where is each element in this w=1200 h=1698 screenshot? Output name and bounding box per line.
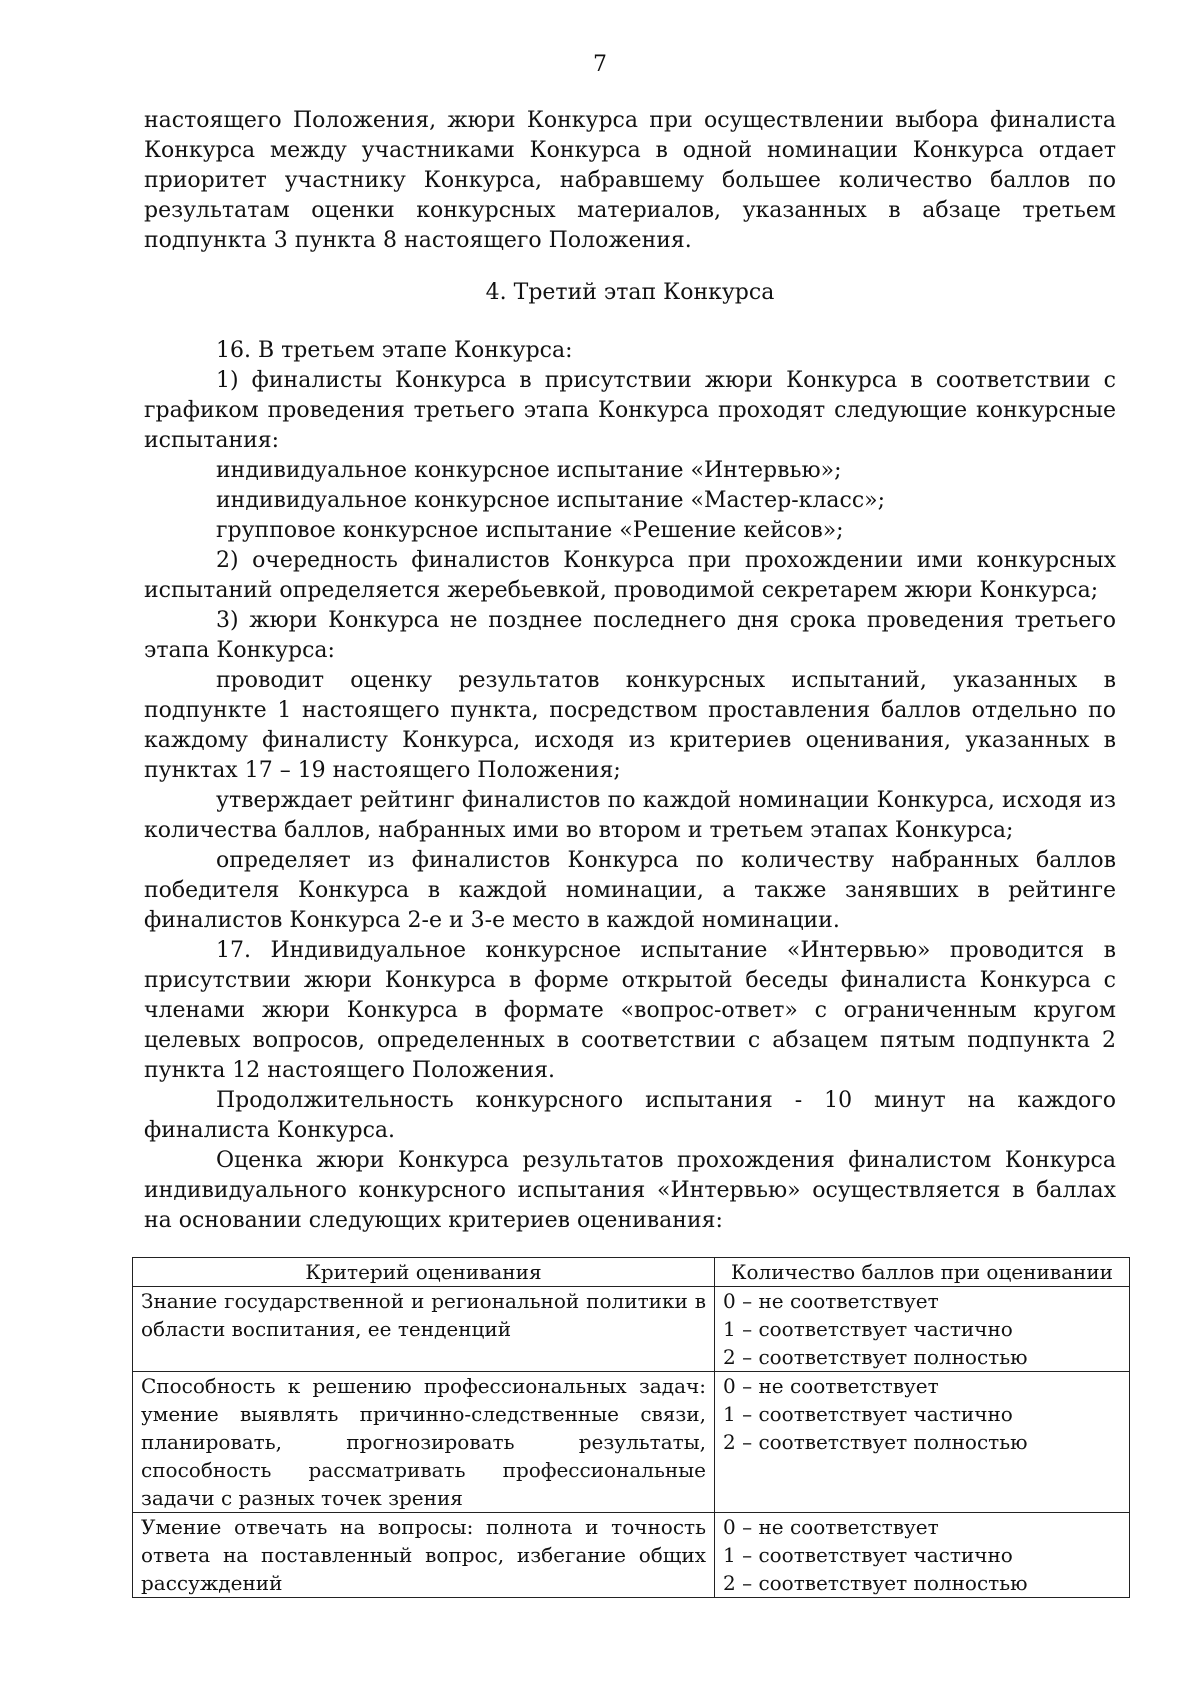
paragraph-16-1: 1) финалисты Конкурса в присутствии жюри Конкурса в соответствии с графиком проведения третьего этапа Конкурса проходят следующие конкурсные испытания:: [144, 368, 1116, 453]
score-line: 2 – соответствует полностью: [723, 1345, 1028, 1369]
score-line: 0 – не соответствует: [723, 1289, 939, 1313]
paragraph-evaluation: проводит оценку результатов конкурсных испытаний, указанных в подпункте 1 настоящего пункта, посредством проставления баллов отдельно по каждому финалисту Конкурса, исходя из критериев оценивания, указанных в пунктах 17 – 19 настоящего Положения;: [144, 668, 1116, 783]
paragraph-duration: Продолжительность конкурсного испытания - 10 минут на каждого финалиста Конкурса.: [144, 1088, 1116, 1143]
list-item-cases: групповое конкурсное испытание «Решение кейсов»;: [216, 518, 844, 543]
list-item-interview: индивидуальное конкурсное испытание «Интервью»;: [216, 458, 842, 483]
scores-cell: [715, 1372, 1130, 1513]
paragraph-16-3: 3) жюри Конкурса не позднее последнего дня срока проведения третьего этапа Конкурса:: [144, 608, 1116, 663]
score-line: 2 – соответствует полностью: [723, 1571, 1028, 1595]
score-line: 1 – соответствует частично: [723, 1402, 1013, 1426]
page-number: 7: [593, 52, 607, 77]
scores-cell: [715, 1513, 1130, 1598]
table-header-row: [133, 1258, 1130, 1287]
paragraph-16-intro: 16. В третьем этапе Конкурса:: [216, 338, 573, 363]
paragraph-17: 17. Индивидуальное конкурсное испытание «Интервью» проводится в присутствии жюри Конкурса в форме открытой беседы финалиста Конкурса с членами жюри Конкурса в формате «вопрос-ответ» с ограниченным кругом целевых вопросов, определенных в соответствии с абзацем пятым подпункта 2 пункта 12 настоящего Положения.: [144, 938, 1116, 1083]
paragraph-continuation: настоящего Положения, жюри Конкурса при осуществлении выбора финалиста Конкурса между участниками Конкурса в одной номинации Конкурса отдает приоритет участнику Конкурса, набравшему большее количество баллов по результатам оценки конкурсных материалов, указанных в абзаце третьем подпункта 3 пункта 8 настоящего Положения.: [144, 108, 1116, 253]
scores-cell: [715, 1287, 1130, 1372]
score-line: 0 – не соответствует: [723, 1515, 939, 1539]
score-line: 1 – соответствует частично: [723, 1543, 1013, 1567]
header-scores: Количество баллов при оценивании: [715, 1258, 1130, 1287]
document-body: [144, 106, 1116, 1236]
paragraph-16-2: 2) очередность финалистов Конкурса при прохождении ими конкурсных испытаний определяется жеребьевкой, проводимой секретарем жюри Конкурса;: [144, 548, 1116, 603]
paragraph-criteria-intro: Оценка жюри Конкурса результатов прохождения финалистом Конкурса индивидуального конкурсного испытания «Интервью» осуществляется в баллах на основании следующих критериев оценивания:: [144, 1148, 1116, 1233]
score-line: 0 – не соответствует: [723, 1374, 939, 1398]
table-row: [133, 1372, 1130, 1513]
table-row: [133, 1513, 1130, 1598]
paragraph-winner: определяет из финалистов Конкурса по количеству набранных баллов победителя Конкурса в каждой номинации, а также занявших в рейтинге финалистов Конкурса 2-е и 3-е место в каждой номинации.: [144, 848, 1116, 933]
table-row: [133, 1287, 1130, 1372]
paragraph-rating: утверждает рейтинг финалистов по каждой номинации Конкурса, исходя из количества баллов, набранных ими во втором и третьем этапах Конкурса;: [144, 788, 1116, 843]
list-item-master-class: индивидуальное конкурсное испытание «Мастер-класс»;: [216, 488, 886, 513]
criteria-table: [132, 1257, 1130, 1598]
criterion-cell: Умение отвечать на вопросы: полнота и точность ответа на поставленный вопрос, избегание общих рассуждений: [133, 1513, 715, 1598]
score-line: 2 – соответствует полностью: [723, 1430, 1028, 1454]
criterion-cell: Знание государственной и региональной политики в области воспитания, ее тенденций: [133, 1287, 715, 1372]
criterion-cell: Способность к решению профессиональных задач: умение выявлять причинно-следственные связи, планировать, прогнозировать результаты, способность рассматривать профессиональные задачи с разных точек зрения: [133, 1372, 715, 1513]
score-line: 1 – соответствует частично: [723, 1317, 1013, 1341]
section-title: 4. Третий этап Конкурса: [485, 280, 775, 305]
header-criterion: Критерий оценивания: [133, 1258, 715, 1287]
